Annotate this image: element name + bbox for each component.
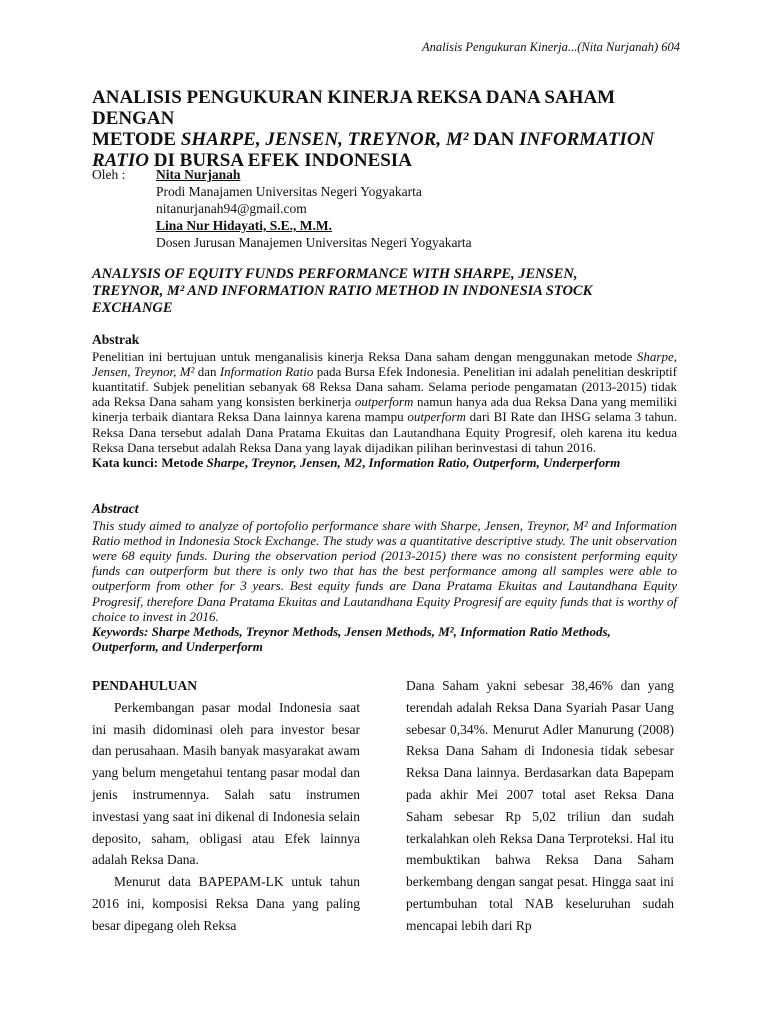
- author-1-affiliation: Prodi Manajamen Universitas Negeri Yogyakarta: [156, 184, 422, 199]
- kata-kunci-sep: ,: [244, 454, 252, 470]
- abstrak-text: dan: [194, 364, 220, 380]
- title-line-1: ANALISIS PENGUKURAN KINERJA REKSA DANA SAHAM DENGAN: [92, 87, 616, 129]
- kata-kunci-sep: ,: [362, 454, 369, 470]
- kata-kunci-label: Kata kunci: Metode: [92, 454, 207, 470]
- title-fragment: DAN: [468, 129, 520, 150]
- abstrak-text: Penelitian ini bertujuan untuk menganalisis kinerja Reksa Dana saham dengan menggunakan metode: [92, 349, 637, 365]
- kata-kunci-term: Sharpe: [206, 454, 245, 470]
- kata-kunci-term: Information Ratio, Outperform, Underperform: [368, 454, 621, 470]
- abstract-section: [92, 501, 677, 654]
- section-heading: PENDAHULUAN: [92, 678, 198, 693]
- paragraph-2: Menurut data BAPEPAM-LK untuk tahun 2016 ini, komposisi Reksa Dana yang paling besar dipegang oleh Reksa: [92, 874, 360, 933]
- english-title: ANALYSIS OF EQUITY FUNDS PERFORMANCE WITH SHARPE, JENSEN, TREYNOR, M² AND INFORMATION RATIO METHOD IN INDONESIA STOCK EXCHANGE: [92, 266, 593, 316]
- paragraph-1: Perkembangan pasar modal Indonesia saat ini masih didominasi oleh para investor besar dan perusahaan. Masih banyak masyarakat awam yang belum mengetahui tentang pasar modal dan jenis instrumennya. Salah satu instrumen investasi yang saat ini dikenal di Indonesia selain deposito, saham, obligasi atau Efek lainnya adalah Reksa Dana.: [92, 699, 360, 868]
- abstrak-text: pada Bursa Efek Indonesia. Penelitian ini adalah penelitian deskriptif kuantitatif. Subjek penelitian sebanyak 68 Reksa Dana saham. Selama periode pengamatan (2013-2015) tidak ada Reksa Dana saham yang konsisten berkinerja: [92, 364, 678, 410]
- abstrak-italic: outperform: [407, 409, 466, 425]
- kata-kunci: [92, 455, 677, 470]
- kata-kunci-term: Treynor, Jensen, M2: [251, 454, 363, 470]
- paragraph-3: Dana Saham yakni sebesar 38,46% dan yang terendah adalah Reksa Dana Syariah Pasar Uang sebesar 0,34%. Menurut Adler Manurung (2008) Reksa Dana Saham di Indonesia tidak sebesar Reksa Dana lainnya. Berdasarkan data Bapepam pada akhir Mei 2007 total aset Reksa Dana Saham sebesar Rp 5,02 triliun dan sudah terkalahkan oleh Reksa Dana Terproteksi. Hal itu membuktikan bahwa Reksa Dana Saham berkembang dengan sangat pesat. Hingga saat ini pertumbuhan total NAB keseluruhan sudah mencapai lebih dari Rp: [406, 678, 674, 933]
- author-2-affiliation: Dosen Jurusan Manajemen Universitas Negeri Yogyakarta: [156, 235, 472, 250]
- abstrak-italic: Sharpe, Jensen, Treynor, M²: [92, 349, 677, 380]
- abstrak-italic: outperform: [354, 394, 414, 410]
- body-column-right: [406, 675, 674, 937]
- author-label: Oleh :: [92, 167, 126, 182]
- running-head-text: Analisis Pengukuran Kinerja...(Nita Nurjanah) 604: [422, 40, 680, 54]
- abstrak-section: [92, 332, 677, 470]
- abstrak-italic: Information Ratio: [219, 364, 314, 380]
- title-fragment: METODE: [92, 129, 181, 150]
- title-fragment-italic: RATIO: [92, 150, 150, 171]
- body-column-left: [92, 675, 360, 937]
- title-fragment: DI BURSA EFEK INDONESIA: [149, 150, 412, 171]
- abstrak-heading: Abstrak: [92, 332, 140, 347]
- author-info: [156, 166, 472, 251]
- title-fragment-italic: INFORMATION: [519, 129, 655, 150]
- author-1-name: Nita Nurjanah: [156, 167, 241, 182]
- title-fragment-italic: SHARPE, JENSEN, TREYNOR, M²: [180, 129, 469, 150]
- running-head: [422, 40, 680, 55]
- author-2-name: Lina Nur Hidayati, S.E., M.M.: [156, 218, 333, 233]
- abstrak-text: namun hanya ada dua Reksa Dana yang memiliki kinerja terbaik diantara Reksa Dana lainnya karena mampu: [92, 394, 677, 425]
- keywords: Keywords: Sharpe Methods, Treynor Methods, Jensen Methods, M², Information Ratio Methods, Outperform, and Underperform: [92, 623, 611, 654]
- abstrak-text: dari BI Rate dan IHSG selama 3 tahun. Reksa Dana tersebut adalah Dana Pratama Ekuitas dan Lautandhana Equity Progresif, oleh karena itu kedua Reksa Dana tersebut adalah Reksa Dana yang layak dijadikan pilihan berinvestasi di tahun 2016.: [92, 409, 677, 455]
- abstrak-body: [92, 349, 677, 455]
- paper-title: [92, 87, 682, 171]
- abstract-body: This study aimed to analyze of portofolio performance share with Sharpe, Jensen, Treynor, M² and Information Ratio method in Indonesia Stock Exchange. The study was a quantitative descriptive study. The unit observation were 68 equity funds. During the observation period (2013-2015) there was no consistent performing equity funds can outperform but there is only two that has the best performance among all samples were able to outperform from other for 3 years. Best equity funds are Dana Pratama Ekuitas and Lautandhana Equity Progresif, therefore Dana Pratama Ekuitas and Lautandhana Equity Progresif are equity funds that is worthy of choice to invest in 2016.: [92, 518, 677, 624]
- title-line-2: [92, 129, 682, 150]
- abstract-heading: Abstract: [92, 501, 139, 516]
- author-1-email: nitanurjanah94@gmail.com: [156, 201, 307, 216]
